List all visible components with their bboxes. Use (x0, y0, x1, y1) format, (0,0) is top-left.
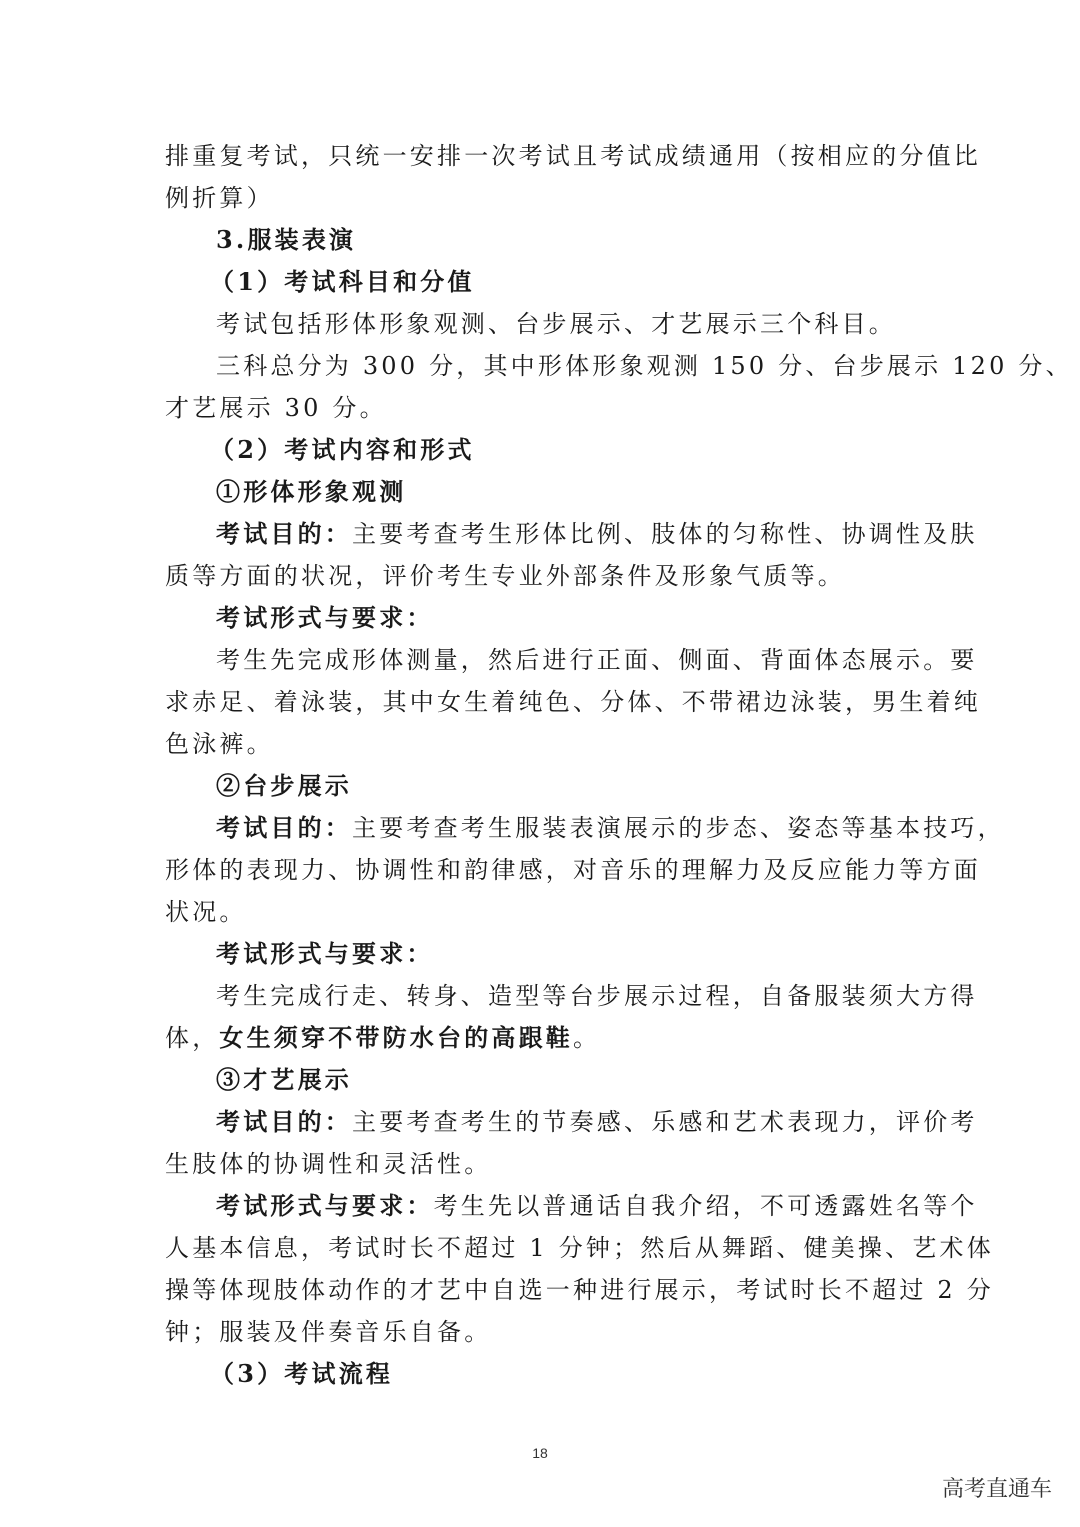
label-purpose: 考试目的： (216, 1107, 352, 1136)
paragraph-text: 主要考查考生服装表演展示的步态、姿态等基本技巧， (352, 814, 1005, 842)
body-line: 色泳裤。 (165, 730, 274, 758)
paragraph-text: 体， (165, 1024, 220, 1052)
body-line (216, 1105, 978, 1139)
body-line (216, 1189, 978, 1223)
emphasis-text: 女生须穿不带防水台的高跟鞋 (219, 1023, 574, 1052)
body-line (165, 1021, 600, 1055)
paragraph-text: 主要考查考生形体比例、肢体的匀称性、协调性及肤 (352, 520, 978, 548)
label-form: 考试形式与要求： (216, 1191, 434, 1220)
label-form: 考试形式与要求： (216, 939, 434, 968)
body-line: 考试包括形体形象观测、台步展示、才艺展示三个科目。 (216, 310, 896, 338)
body-line: 例折算） (165, 184, 274, 212)
body-line: 钟；服装及伴奏音乐自备。 (165, 1318, 492, 1346)
item-heading: ①形体形象观测 (216, 477, 407, 506)
body-line: 人基本信息，考试时长不超过 1 分钟；然后从舞蹈、健美操、艺术体 (165, 1234, 994, 1262)
item-heading: ②台步展示 (216, 771, 352, 800)
label-purpose: 考试目的： (216, 519, 352, 548)
paragraph-text: 考生先以普通话自我介绍，不可透露姓名等个 (433, 1192, 978, 1220)
body-line: 才艺展示 30 分。 (165, 394, 387, 422)
body-line: 操等体现肢体动作的才艺中自选一种进行展示，考试时长不超过 2 分 (165, 1276, 994, 1304)
paragraph-text: 主要考查考生的节奏感、乐感和艺术表现力，评价考 (352, 1108, 978, 1136)
body-line: 求赤足、着泳装，其中女生着纯色、分体、不带裙边泳装，男生着纯 (165, 688, 981, 716)
paragraph-text: 。 (573, 1024, 601, 1052)
body-line: 三科总分为 300 分，其中形体形象观测 150 分、台步展示 120 分、 (216, 352, 1073, 380)
label-purpose: 考试目的： (216, 813, 352, 842)
body-line (216, 811, 1005, 845)
body-line: 考生完成行走、转身、造型等台步展示过程，自备服装须大方得 (216, 982, 978, 1010)
subsection-heading: （3）考试流程 (210, 1359, 394, 1388)
subsection-heading: （1）考试科目和分值 (210, 267, 475, 296)
body-line: 生肢体的协调性和灵活性。 (165, 1150, 492, 1178)
item-heading: ③才艺展示 (216, 1065, 352, 1094)
body-line: 考生先完成形体测量，然后进行正面、侧面、背面体态展示。要 (216, 646, 978, 674)
label-form: 考试形式与要求： (216, 603, 434, 632)
body-line: 形体的表现力、协调性和韵律感，对音乐的理解力及反应能力等方面 (165, 856, 981, 884)
subsection-heading: （2）考试内容和形式 (210, 435, 475, 464)
watermark: 高考直通车 (941, 1477, 1052, 1502)
body-line (216, 517, 978, 551)
section-heading: 3.服装表演 (216, 225, 357, 254)
body-line: 质等方面的状况，评价考生专业外部条件及形象气质等。 (165, 562, 845, 590)
page-number: 18 (532, 1445, 548, 1461)
body-line: 状况。 (165, 898, 247, 926)
body-line: 排重复考试，只统一安排一次考试且考试成绩通用（按相应的分值比 (165, 142, 981, 170)
